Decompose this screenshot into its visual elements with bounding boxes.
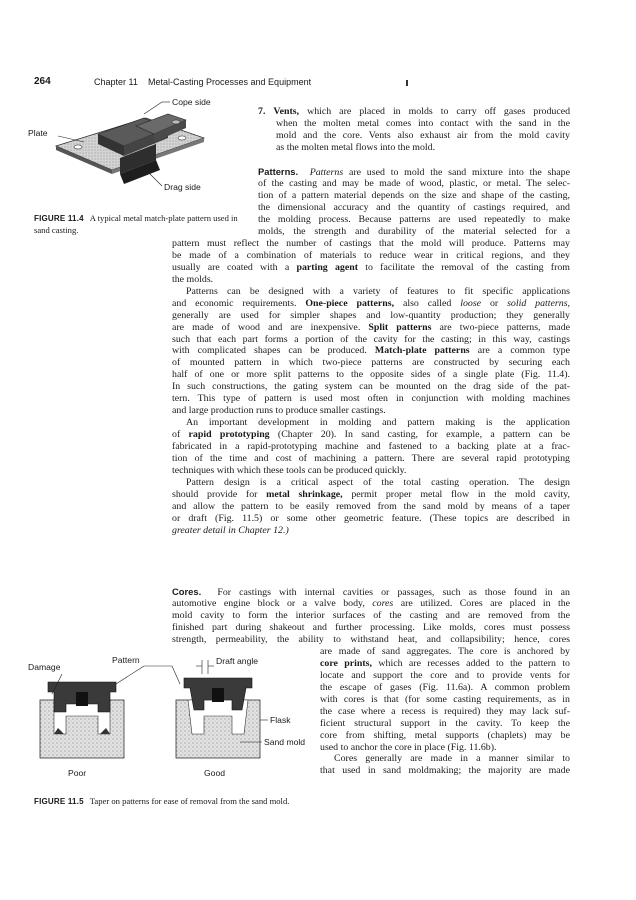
figure-11-5-draft bbox=[28, 654, 323, 794]
figure-11-5-caption bbox=[34, 796, 304, 808]
cores-paragraph-narrow: are made of sand aggregates. The core is anchored by core prints, which are recesses added to the pattern to locate and support the core and to provide vents for the escape of gases (Fig. 11.6a). A common problem with cores is that (for some casting requirements, as in the case where a recess is required) they may lack suf- ficient structural support in the cavity. To keep the core from shifting, metal supports (chaplets) may be used to anchor the core in place (Fig. 11.6b). Cores generally are made in a manner similar to that used in sand moldmaking; the majority are made bbox=[320, 646, 570, 777]
vents-number: 7. bbox=[258, 106, 266, 117]
chapter-title: Metal-Casting Processes and Equipment bbox=[148, 77, 312, 87]
label-good: Good bbox=[204, 768, 226, 778]
label-pattern: Pattern bbox=[112, 655, 140, 665]
figure-11-4-match-plate bbox=[28, 98, 242, 218]
vents-term: Vents, bbox=[273, 106, 300, 117]
cores-heading: Cores. bbox=[172, 586, 202, 597]
running-header bbox=[34, 76, 594, 90]
patterns-heading: Patterns. bbox=[258, 166, 299, 177]
chapter-label: Chapter 11 bbox=[94, 77, 138, 87]
label-cope-side: Cope side bbox=[172, 98, 211, 107]
stray-mark bbox=[406, 80, 408, 86]
vents-item: 7. Vents, which are placed in molds to carry off gases produced when the molten metal comes into contact with the sand in the mold and the core. Vents also exhaust air from the mold cavity as the molten metal flows into the mold. bbox=[258, 106, 570, 153]
label-poor: Poor bbox=[68, 768, 87, 778]
page-number: 264 bbox=[34, 76, 51, 87]
figure-11-4-caption-text: A typical metal match-plate pattern used in sand casting. bbox=[34, 213, 238, 235]
figure-11-4-caption-label: FIGURE 11.4 bbox=[34, 214, 84, 223]
figure-11-5-caption-text: Taper on patterns for ease of removal from the sand mold. bbox=[89, 796, 290, 806]
label-draft-angle: Draft angle bbox=[216, 656, 259, 666]
patterns-body: pattern must reflect the number of castings that the mold will produce. Patterns may be made of a combination of materials to reduce wear in critical regions, and they usually are coated with a parting agent to facilitate the removal of the casting from the molds. Patterns can be designed with a variety of features to fit specific applications and economic requirements. One-piece patterns, also called loose or solid patterns, generally are used for simpler shapes and low-quantity production; they generally are made of wood and are inexpensive. Split patterns are two-piece patterns, made such that each part forms a portion of the cavity for the casting; in this way, castings with complicated shapes can be produced. Match-plate patterns are a common type of mounted pattern in which two-piece patterns are constructed by securing each half of one or more split patterns to the opposite sides of a single plate (Fig. 11.4). In such constructions, the gating system can be mounted on the drag side of the pat- tern. This type of pattern is used most often in conjunction with molding machines and large production runs to produce smaller castings. An important development in molding and pattern making is the application of rapid prototyping (Chapter 20). In sand casting, for example, a pattern can be fabricated in a rapid-prototyping machine and fastened to a backing plate at a frac- tion of the time and cost of machining a pattern. There are several rapid prototyping techniques with which these tools can be produced quickly. Pattern design is a critical aspect of the total casting operation. The design should provide for metal shrinkage, permit proper metal flow in the mold cavity, and allow the pattern to be easily removed from the sand mold by means of a taper or draft (Fig. 11.5) or some other geometric feature. (These topics are described in greater detail in Chapter 12.) bbox=[172, 238, 570, 536]
cores-paragraph: Cores. For castings with internal cavities or passages, such as those found in an automotive engine block or a valve body, cores are utilized. Cores are placed in the mold cavity to form the interior surfaces of the casting and are removed from the finished part during shakeout and further processing. Like molds, cores must possess strength, permeability, the ability to withstand heat, and collapsibility; hence, cores bbox=[172, 586, 570, 645]
label-flask: Flask bbox=[270, 715, 291, 725]
figure-11-4-caption bbox=[34, 213, 244, 236]
label-sand-mold: Sand mold bbox=[264, 737, 306, 747]
good-mold bbox=[176, 678, 260, 758]
label-plate: Plate bbox=[28, 128, 48, 138]
label-damage: Damage bbox=[28, 662, 61, 672]
label-drag-side: Drag side bbox=[164, 182, 201, 192]
patterns-paragraph-1-narrow: Patterns. Patterns are used to mold the sand mixture into the shape of the casting and may be made of wood, plastic, or metal. The selec- tion of a pattern material depends on the size and shape of the casting, the dimensional accuracy and the quantity of castings required, and the molding process. Because patterns are used repeatedly to make molds, the strength and durability of the material selected for a bbox=[258, 166, 570, 237]
figure-11-5-caption-label: FIGURE 11.5 bbox=[34, 797, 84, 806]
